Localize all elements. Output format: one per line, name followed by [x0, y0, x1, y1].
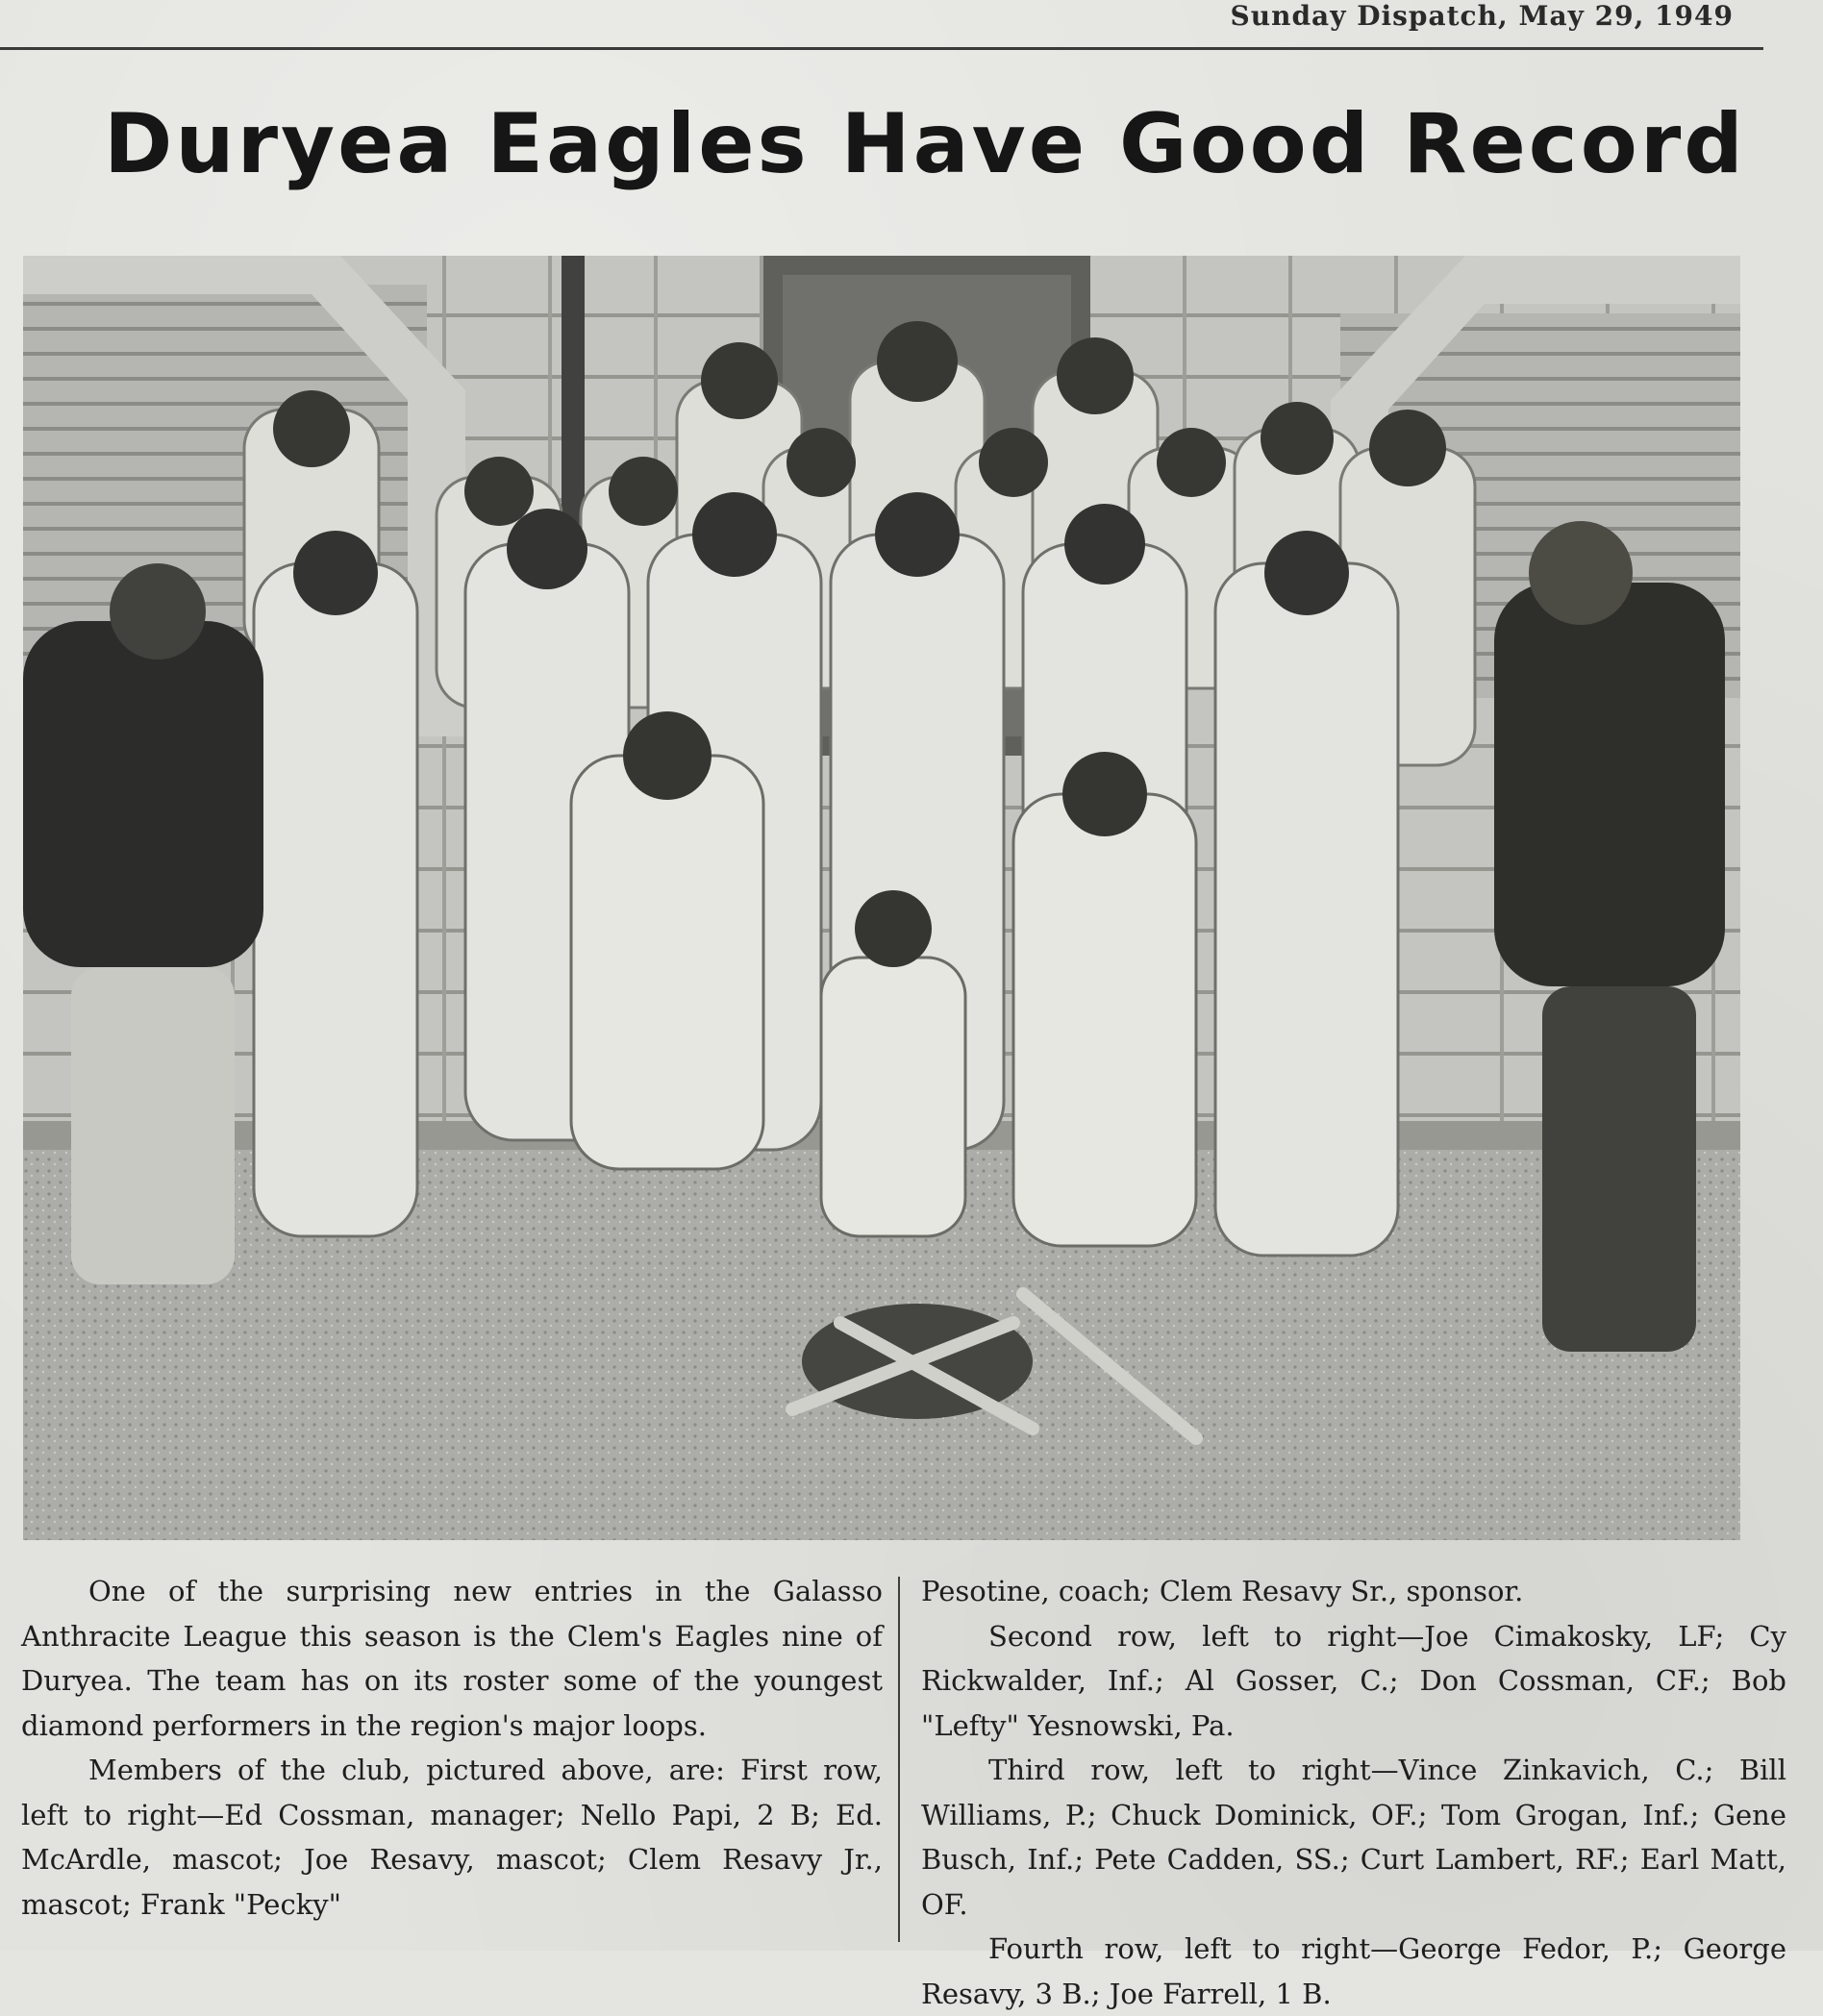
article-paragraph: Fourth row, left to right—George Fedor, P.; George Resavy, 3 B.; Joe Farrell, 1 B. [921, 1932, 1786, 2010]
article-paragraph: Third row, left to right—Vince Zinkavich, C.; Bill Williams, P.; Chuck Dominick, OF.; Tom Grogan, Inf.; Gene Busch, Inf.; Pete Cadden, SS.; Curt Lambert, RF.; Earl Matt, OF. [921, 1754, 1786, 1921]
article-column-right [921, 1569, 1786, 2016]
team-photo [23, 256, 1740, 1540]
article-paragraph: Second row, left to right—Joe Cimakosky, LF; Cy Rickwalder, Inf.; Al Gosser, C.; Don Cossman, CF.; Bob "Lefty" Yesnowski, Pa. [921, 1619, 1786, 1742]
column-divider [898, 1577, 900, 1942]
headline: Duryea Eagles Have Good Record [104, 96, 1746, 192]
dateline: Sunday Dispatch, May 29, 1949 [1230, 0, 1734, 32]
masthead-rule [0, 47, 1763, 50]
article-paragraph: Pesotine, coach; Clem Resavy Sr., sponsor. [921, 1575, 1524, 1607]
article-paragraph: Members of the club, pictured above, are: First row, left to right—Ed Cossman, manager; Nello Papi, 2 B; Ed. McArdle, mascot; Joe Resavy, mascot; Clem Resavy Jr., mascot; Frank "Pecky" [21, 1754, 883, 1921]
article-paragraph: One of the surprising new entries in the Galasso Anthracite League this season is the Clem's Eagles nine of Duryea. The team has on its roster some of the youngest diamond performers in the region's major loops. [21, 1575, 883, 1742]
article-column-left [21, 1569, 883, 1927]
